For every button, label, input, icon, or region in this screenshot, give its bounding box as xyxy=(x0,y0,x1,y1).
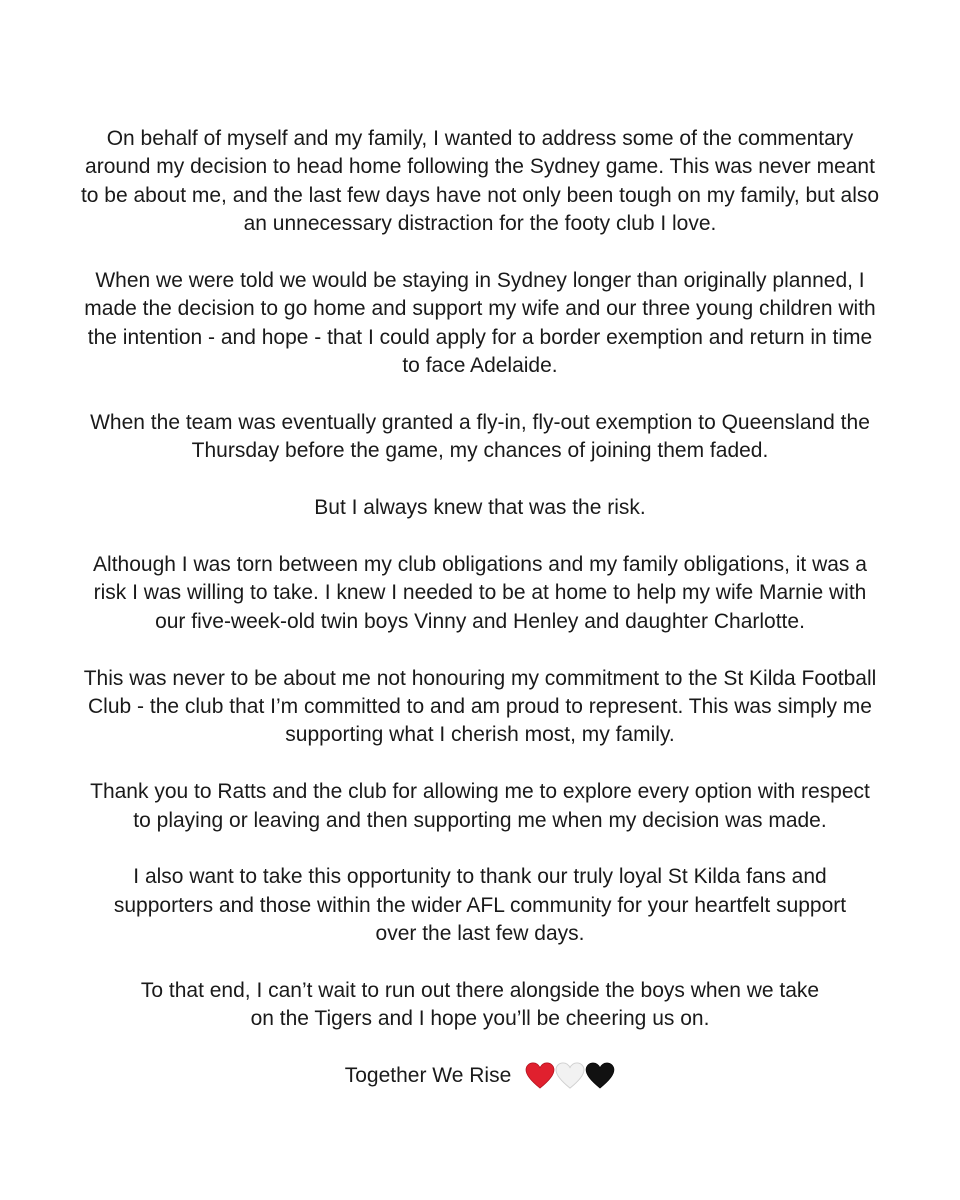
black-heart-icon xyxy=(585,1062,615,1090)
paragraph-4: But I always knew that was the risk. xyxy=(314,496,646,520)
paragraph-2: When we were told we would be staying in Sydney longer than originally planned, I made the decision to go home and support my wife and our three young children with the intention - and hope - that I could apply for a border exemption and return in time to face Adelaide. xyxy=(84,269,876,378)
signoff-line xyxy=(30,1062,930,1090)
statement-body xyxy=(30,125,930,1091)
white-heart-icon xyxy=(555,1062,585,1090)
paragraph-1: On behalf of myself and my family, I wanted to address some of the commentary around my decision to head home following the Sydney game. This was never meant to be about me, and the last few days have not only been tough on my family, but also an unnecessary distraction for the footy club I love. xyxy=(80,127,880,236)
paragraph-6: This was never to be about me not honouring my commitment to the St Kilda Football Club - the club that I’m committed to and am proud to represent. This was simply me supporting what I cherish most, my family. xyxy=(83,666,877,747)
paragraph-7: Thank you to Ratts and the club for allowing me to explore every option with respect to playing or leaving and then supporting me when my decision was made. xyxy=(90,780,870,832)
paragraph-9: To that end, I can’t wait to run out there alongside the boys when we take on the Tigers and I hope you’ll be cheering us on. xyxy=(140,979,820,1031)
hearts-group xyxy=(525,1062,615,1090)
paragraph-3: When the team was eventually granted a fly-in, fly-out exemption to Queensland the Thursday before the game, my chances of joining them faded. xyxy=(90,411,870,463)
paragraph-5: Although I was torn between my club obligations and my family obligations, it was a risk I was willing to take. I knew I needed to be at home to help my wife Marnie with our five-week-old twin boys Vinny and Henley and daughter Charlotte. xyxy=(93,553,867,633)
red-heart-icon xyxy=(525,1062,555,1090)
signoff-text: Together We Rise xyxy=(344,1064,512,1088)
paragraph-8: I also want to take this opportunity to thank our truly loyal St Kilda fans and supporters and those within the wider AFL community for your heartfelt support over the last few days. xyxy=(113,865,847,946)
